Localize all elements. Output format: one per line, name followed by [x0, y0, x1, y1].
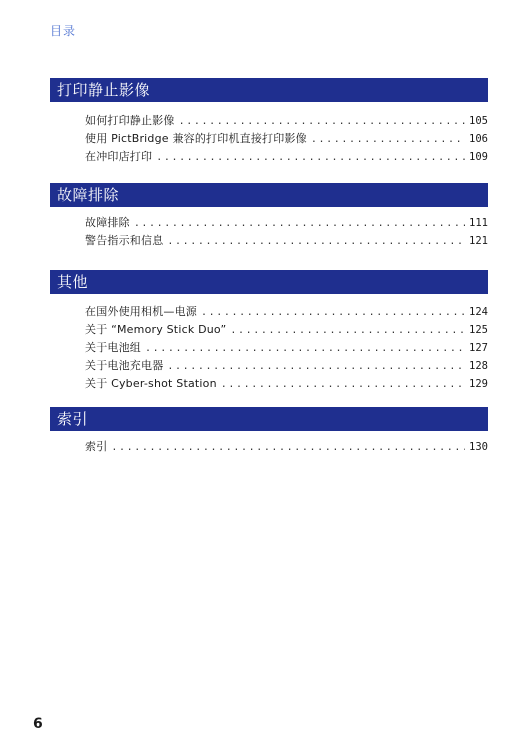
toc-entry-page: 125: [469, 324, 488, 336]
dot-leader: [111, 439, 465, 457]
toc-entry-page: 106: [469, 133, 488, 145]
dot-leader: [134, 215, 465, 233]
toc-entry-page: 129: [469, 378, 488, 390]
toc-entry-page: 128: [469, 360, 488, 372]
toc-entry-page: 121: [469, 235, 488, 247]
toc-entry[interactable]: [85, 438, 488, 456]
toc-entry-page: 105: [469, 115, 488, 127]
toc-entry[interactable]: [85, 112, 488, 130]
toc-entry-title: 在国外使用相机—电源: [85, 305, 197, 318]
section-header-index: 索引: [50, 407, 488, 431]
dot-leader: [311, 131, 465, 149]
toc-entry-title: 警告指示和信息: [85, 234, 164, 247]
toc-entry-page: 111: [469, 217, 488, 229]
dot-leader: [201, 304, 465, 322]
toc-entry[interactable]: [85, 357, 488, 375]
toc-list-other: [85, 303, 488, 393]
toc-entry-title: 关于 Cyber-shot Station: [85, 377, 217, 390]
dot-leader: [230, 322, 465, 340]
toc-list-troubleshooting: [85, 214, 488, 250]
dot-leader: [221, 376, 465, 394]
dot-leader: [167, 358, 465, 376]
toc-list-printing: [85, 112, 488, 166]
section-header-other: 其他: [50, 270, 488, 294]
toc-entry-title: 故障排除: [85, 216, 130, 229]
toc-entry[interactable]: [85, 214, 488, 232]
dot-leader: [167, 233, 465, 251]
toc-entry-title: 索引: [85, 440, 108, 453]
toc-entry-title: 关于电池充电器: [85, 359, 164, 372]
page-number: 6: [33, 716, 43, 732]
dot-leader: [145, 340, 465, 358]
toc-entry[interactable]: [85, 303, 488, 321]
toc-entry[interactable]: [85, 321, 488, 339]
toc-entry[interactable]: [85, 375, 488, 393]
dot-leader: [179, 113, 465, 131]
toc-entry[interactable]: [85, 130, 488, 148]
toc-link[interactable]: 目录: [50, 24, 77, 38]
toc-entry-title: 关于电池组: [85, 341, 141, 354]
toc-entry-page: 109: [469, 151, 488, 163]
toc-entry-title: 关于 “Memory Stick Duo”: [85, 323, 227, 336]
toc-entry[interactable]: [85, 339, 488, 357]
toc-entry-title: 如何打印静止影像: [85, 114, 175, 127]
toc-entry[interactable]: [85, 232, 488, 250]
toc-list-index: [85, 438, 488, 456]
toc-entry-title: 在冲印店打印: [85, 150, 153, 163]
toc-entry-title: 使用 PictBridge 兼容的打印机直接打印影像: [85, 132, 307, 145]
toc-entry-page: 127: [469, 342, 488, 354]
dot-leader: [156, 149, 465, 167]
toc-entry[interactable]: [85, 148, 488, 166]
section-header-troubleshooting: 故障排除: [50, 183, 488, 207]
toc-entry-page: 124: [469, 306, 488, 318]
toc-entry-page: 130: [469, 441, 488, 453]
section-header-printing: 打印静止影像: [50, 78, 488, 102]
